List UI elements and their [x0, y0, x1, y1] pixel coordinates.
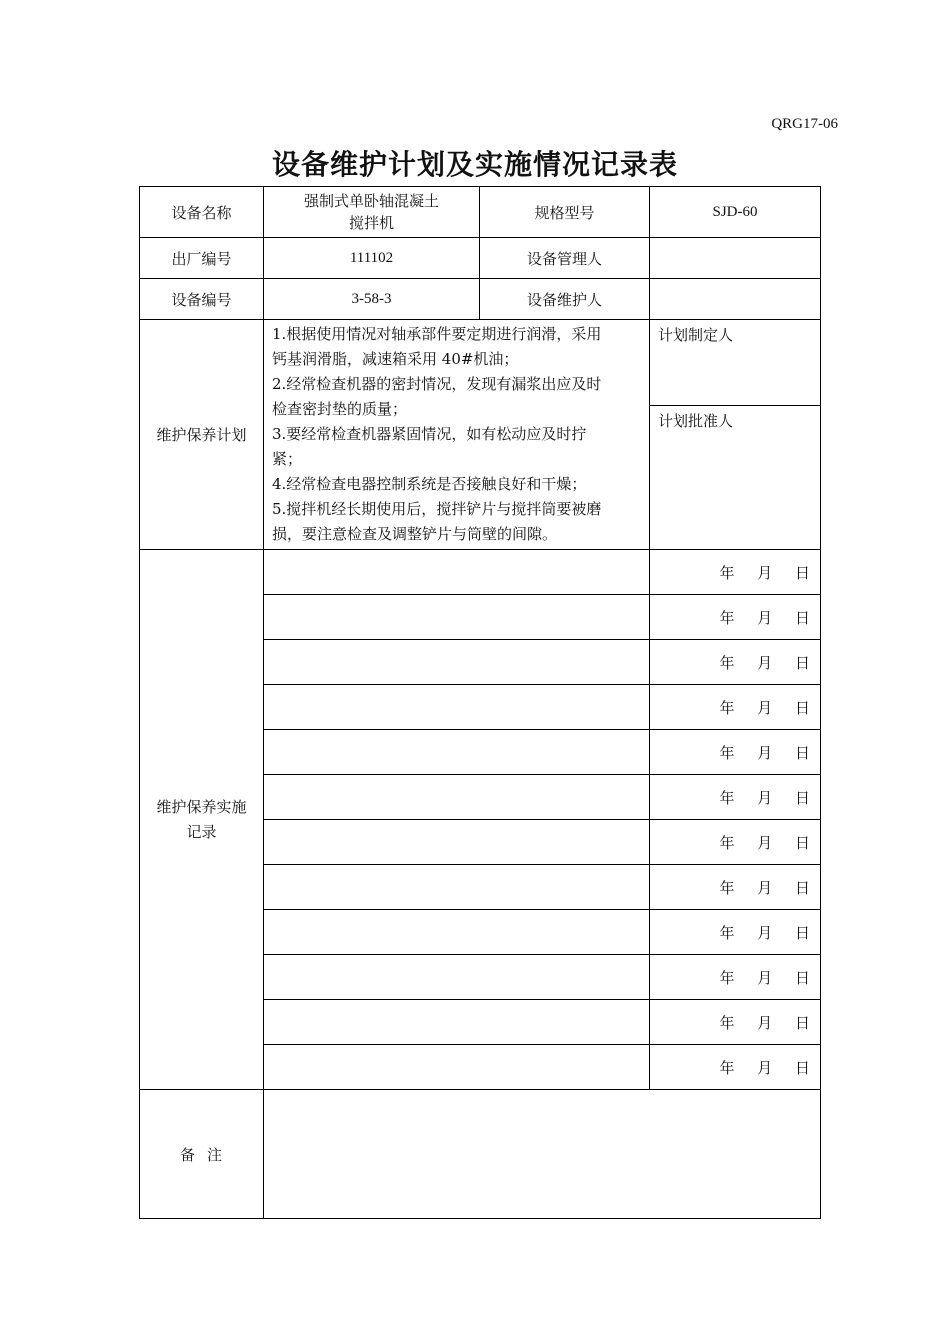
plan-approver-label: 计划批准人 — [658, 412, 734, 430]
records-label: 维护保养实施 记录 — [140, 550, 264, 1090]
record-content-cell[interactable] — [264, 730, 650, 775]
record-content-cell[interactable] — [264, 595, 650, 640]
record-date-cell[interactable]: 年 月 日 — [650, 1000, 821, 1045]
equipment-name-label: 设备名称 — [140, 187, 264, 238]
record-date-cell[interactable]: 年 月 日 — [650, 865, 821, 910]
equipment-no-value: 3-58-3 — [264, 279, 480, 320]
maintainer-value[interactable] — [650, 279, 821, 320]
record-date-cell[interactable]: 年 月 日 — [650, 820, 821, 865]
document-title: 设备维护计划及实施情况记录表 — [271, 148, 678, 181]
equipment-name-line2: 搅拌机 — [348, 214, 394, 232]
record-content-cell[interactable] — [264, 550, 650, 595]
plan-maker-box[interactable] — [650, 320, 820, 406]
plan-approver-box[interactable] — [650, 406, 820, 544]
factory-no-label: 出厂编号 — [140, 238, 264, 279]
plan-line: 1.根据使用情况对轴承部件要定期进行润滑，采用 — [272, 325, 602, 343]
record-date-cell[interactable]: 年 月 日 — [650, 955, 821, 1000]
record-content-cell[interactable] — [264, 1000, 650, 1045]
record-date-cell[interactable]: 年 月 日 — [650, 1045, 821, 1090]
record-content-cell[interactable] — [264, 820, 650, 865]
record-date-cell[interactable]: 年 月 日 — [650, 730, 821, 775]
plan-line: 2.经常检查机器的密封情况，发现有漏浆出应及时 — [272, 375, 602, 393]
plan-line: 损，要注意检查及调整铲片与筒壁的间隙。 — [272, 525, 558, 543]
plan-signatures — [650, 320, 821, 550]
document-code: QRG17-06 — [771, 116, 838, 132]
plan-line: 3.要经常检查机器紧固情况，如有松动应及时拧 — [272, 425, 587, 443]
record-content-cell[interactable] — [264, 775, 650, 820]
record-content-cell[interactable] — [264, 685, 650, 730]
manager-label: 设备管理人 — [480, 238, 650, 279]
record-date-cell[interactable]: 年 月 日 — [650, 685, 821, 730]
equipment-name-line1: 强制式单卧轴混凝土 — [303, 192, 439, 210]
record-date-cell[interactable]: 年 月 日 — [650, 550, 821, 595]
record-date-cell[interactable]: 年 月 日 — [650, 910, 821, 955]
equipment-no-label: 设备编号 — [140, 279, 264, 320]
manager-value[interactable] — [650, 238, 821, 279]
plan-line: 检查密封垫的质量； — [272, 400, 408, 418]
plan-maker-label: 计划制定人 — [658, 326, 734, 344]
record-content-cell[interactable] — [264, 910, 650, 955]
plan-content — [264, 320, 650, 550]
plan-line: 5.搅拌机经长期使用后，搅拌铲片与搅拌筒要被磨 — [272, 500, 602, 518]
remark-value[interactable] — [264, 1090, 821, 1219]
record-content-cell[interactable] — [264, 640, 650, 685]
equipment-name-value — [264, 187, 480, 238]
record-content-cell[interactable] — [264, 865, 650, 910]
factory-no-value: 111102 — [264, 238, 480, 279]
record-date-cell[interactable]: 年 月 日 — [650, 640, 821, 685]
plan-line: 钙基润滑脂，减速箱采用 40#机油； — [272, 350, 519, 368]
record-content-cell[interactable] — [264, 1045, 650, 1090]
model-label: 规格型号 — [480, 187, 650, 238]
remark-label: 备注 — [140, 1090, 264, 1219]
plan-line: 4.经常检查电器控制系统是否接触良好和干燥； — [272, 475, 587, 493]
plan-line: 紧； — [272, 450, 303, 468]
record-date-cell[interactable]: 年 月 日 — [650, 775, 821, 820]
maintenance-record-table — [139, 186, 821, 1219]
plan-label: 维护保养计划 — [140, 320, 264, 550]
record-content-cell[interactable] — [264, 955, 650, 1000]
model-value: SJD-60 — [650, 187, 821, 238]
record-date-cell[interactable]: 年 月 日 — [650, 595, 821, 640]
maintainer-label: 设备维护人 — [480, 279, 650, 320]
